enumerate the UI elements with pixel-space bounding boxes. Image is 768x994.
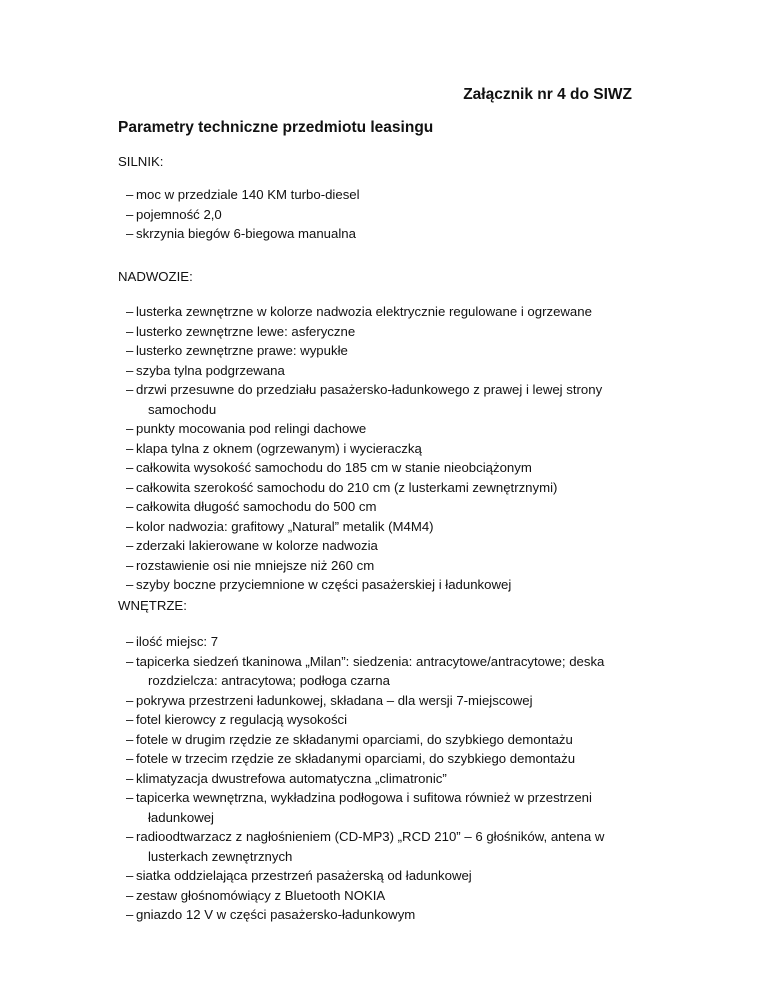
list-item: – tapicerka wewnętrzna, wykładzina podłogowa i sufitowa również w przestrzeni ładunkowej — [126, 790, 592, 825]
list-item: – zestaw głośnomówiący z Bluetooth NOKIA — [126, 887, 386, 903]
section-heading-interior: WNĘTRZE: — [118, 598, 187, 613]
list-item: – lusterka zewnętrzne w kolorze nadwozia elektrycznie regulowane i ogrzewane — [126, 304, 592, 319]
list-item: – całkowita szerokość samochodu do 210 cm (z lusterkami zewnętrznymi) — [126, 479, 558, 495]
section-heading-engine: SILNIK: — [118, 154, 164, 169]
interior-list — [126, 632, 666, 925]
list-item: – gniazdo 12 V w części pasażersko-ładunkowym — [126, 907, 416, 922]
list-item: – tapicerka siedzeń tkaninowa „Milan”: siedzenia: antracytowe/antracytowe; deska rozdzielcza: antracytowa; podłoga czarna — [126, 653, 605, 688]
list-item: – pojemność 2,0 — [126, 206, 222, 222]
list-item: – siatka oddzielająca przestrzeń pasażerską od ładunkowej — [126, 868, 472, 883]
list-item: – szyby boczne przyciemnione w części pasażerskiej i ładunkowej — [126, 577, 512, 592]
list-item: – szyba tylna podgrzewana — [126, 362, 285, 378]
body-list — [126, 302, 666, 595]
list-item: – punkty mocowania pod relingi dachowe — [126, 421, 367, 436]
list-item: – klimatyzacja dwustrefowa automatyczna „climatronic” — [126, 770, 447, 786]
section-heading-body: NADWOZIE: — [118, 269, 193, 284]
list-item: – drzwi przesuwne do przedziału pasażersko-ładunkowego z prawej i lewej strony samochodu — [126, 382, 603, 417]
list-item: – całkowita długość samochodu do 500 cm — [126, 499, 377, 514]
list-item: – skrzynia biegów 6-biegowa manualna — [126, 226, 356, 241]
list-item: – fotele w trzecim rzędzie ze składanymi oparciami, do szybkiego demontażu — [126, 751, 576, 766]
list-item: – rozstawienie osi nie mniejsze niż 260 cm — [126, 557, 375, 573]
document-title: Parametry techniczne przedmiotu leasingu — [118, 119, 434, 136]
list-item: – kolor nadwozia: grafitowy „Natural” metalik (M4M4) — [126, 518, 434, 534]
list-item: – lusterko zewnętrzne lewe: asferyczne — [126, 323, 356, 339]
list-item: – moc w przedziale 140 KM turbo-diesel — [126, 187, 360, 202]
list-item: – całkowita wysokość samochodu do 185 cm w stanie nieobciążonym — [126, 460, 532, 475]
list-item: – fotel kierowcy z regulacją wysokości — [126, 712, 348, 727]
list-item: – fotele w drugim rzędzie ze składanymi oparciami, do szybkiego demontażu — [126, 731, 573, 747]
engine-list — [126, 185, 666, 244]
list-item: – klapa tylna z oknem (ogrzewanym) i wycieraczką — [126, 440, 422, 456]
list-item: – zderzaki lakierowane w kolorze nadwozia — [126, 538, 378, 553]
list-item: – radioodtwarzacz z nagłośnieniem (CD-MP3) „RCD 210” – 6 głośników, antena w lusterkach zewnętrznych — [126, 829, 605, 864]
list-item: – pokrywa przestrzeni ładunkowej, składana – dla wersji 7-miejscowej — [126, 692, 533, 708]
list-item: – lusterko zewnętrzne prawe: wypukłe — [126, 343, 348, 358]
list-item: – ilość miejsc: 7 — [126, 634, 219, 649]
annex-label: Załącznik nr 4 do SIWZ — [463, 86, 632, 103]
